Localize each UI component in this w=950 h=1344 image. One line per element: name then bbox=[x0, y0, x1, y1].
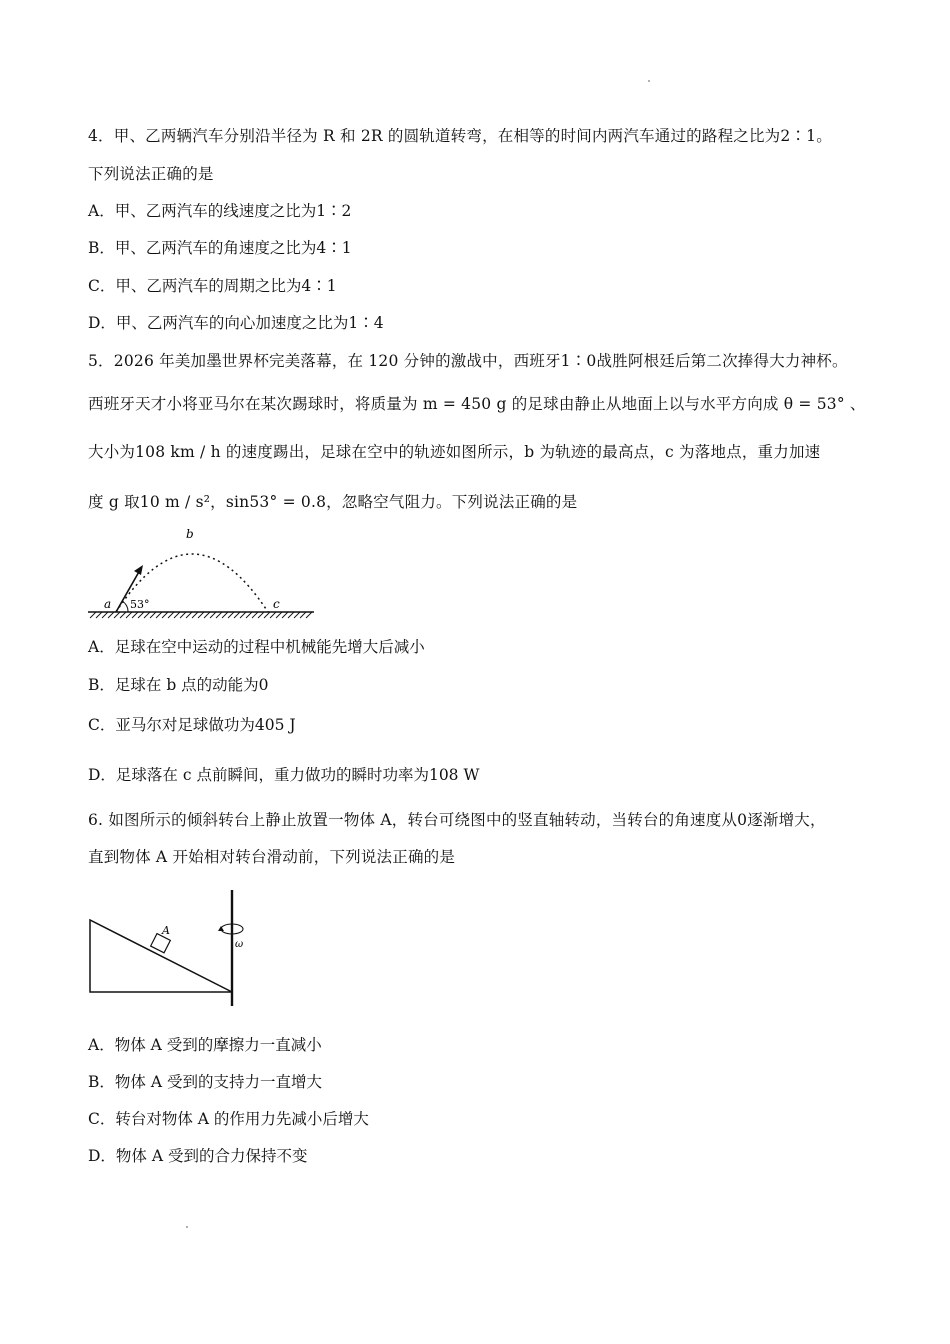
q5-stem-line1: 5．2026 年美加墨世界杯完美落幕，在 120 分钟的激战中，西班牙1∶0战胜阿根廷后第二次捧得大力神杯。 bbox=[88, 352, 848, 370]
velocity-arrowhead bbox=[134, 565, 143, 575]
point-a-label: a bbox=[104, 597, 112, 611]
q4-stem-line1: 4．甲、乙两辆汽车分别沿半径为 R 和 2R 的圆轨道转弯，在相等的时间内两汽车通过的路程之比为2∶1。 bbox=[88, 127, 832, 145]
scan-speck bbox=[186, 1226, 188, 1228]
q5-option-c: C．亚马尔对足球做功为405 J bbox=[88, 716, 296, 734]
ground-hatching bbox=[90, 612, 312, 618]
point-b-label: b bbox=[186, 527, 194, 541]
rotation-arrowhead bbox=[218, 926, 224, 931]
q5-option-a: A．足球在空中运动的过程中机械能先增大后减小 bbox=[88, 638, 425, 656]
q6-stem-line2: 直到物体 A 开始相对转台滑动前，下列说法正确的是 bbox=[88, 848, 456, 866]
q4-option-a: A．甲、乙两汽车的线速度之比为1∶2 bbox=[88, 202, 352, 220]
q5-stem-line2: 西班牙天才小将亚马尔在某次踢球时，将质量为 m = 450 g 的足球由静止从地面上以与水平方向成 θ = 53° 、 bbox=[88, 395, 866, 413]
q5-stem-line3: 大小为108 km / h 的速度踢出，足球在空中的轨迹如图所示，b 为轨迹的最高点，c 为落地点，重力加速 bbox=[88, 443, 821, 461]
q4-option-c: C．甲、乙两汽车的周期之比为4∶1 bbox=[88, 277, 337, 295]
turntable-figure bbox=[86, 888, 246, 1010]
q4-option-b: B．甲、乙两汽车的角速度之比为4∶1 bbox=[88, 239, 352, 257]
angle-label: 53° bbox=[130, 598, 150, 611]
q6-stem-line1: 6. 如图所示的倾斜转台上静止放置一物体 A，转台可绕图中的竖直轴转动，当转台的角速度从0逐渐增大， bbox=[88, 811, 826, 829]
q5-option-d: D．足球落在 c 点前瞬间，重力做功的瞬时功率为108 W bbox=[88, 766, 480, 784]
block-a-label: A bbox=[162, 924, 170, 937]
q6-option-b: B．物体 A 受到的支持力一直增大 bbox=[88, 1073, 322, 1091]
q5-option-b: B．足球在 b 点的动能为0 bbox=[88, 676, 269, 694]
q4-stem-line2: 下列说法正确的是 bbox=[88, 165, 214, 183]
q4-option-d: D．甲、乙两汽车的向心加速度之比为1∶4 bbox=[88, 314, 384, 332]
omega-label: ω bbox=[235, 939, 244, 950]
q6-option-d: D．物体 A 受到的合力保持不变 bbox=[88, 1147, 308, 1165]
q5-stem-line4: 度 g 取10 m / s²，sin53° = 0.8，忽略空气阻力。下列说法正确的是 bbox=[88, 493, 578, 511]
projectile-figure bbox=[86, 524, 318, 622]
scan-speck bbox=[648, 80, 650, 82]
q6-option-a: A．物体 A 受到的摩擦力一直减小 bbox=[88, 1036, 322, 1054]
incline-triangle bbox=[90, 920, 232, 992]
point-c-label: c bbox=[273, 597, 280, 611]
q6-option-c: C．转台对物体 A 的作用力先减小后增大 bbox=[88, 1110, 369, 1128]
